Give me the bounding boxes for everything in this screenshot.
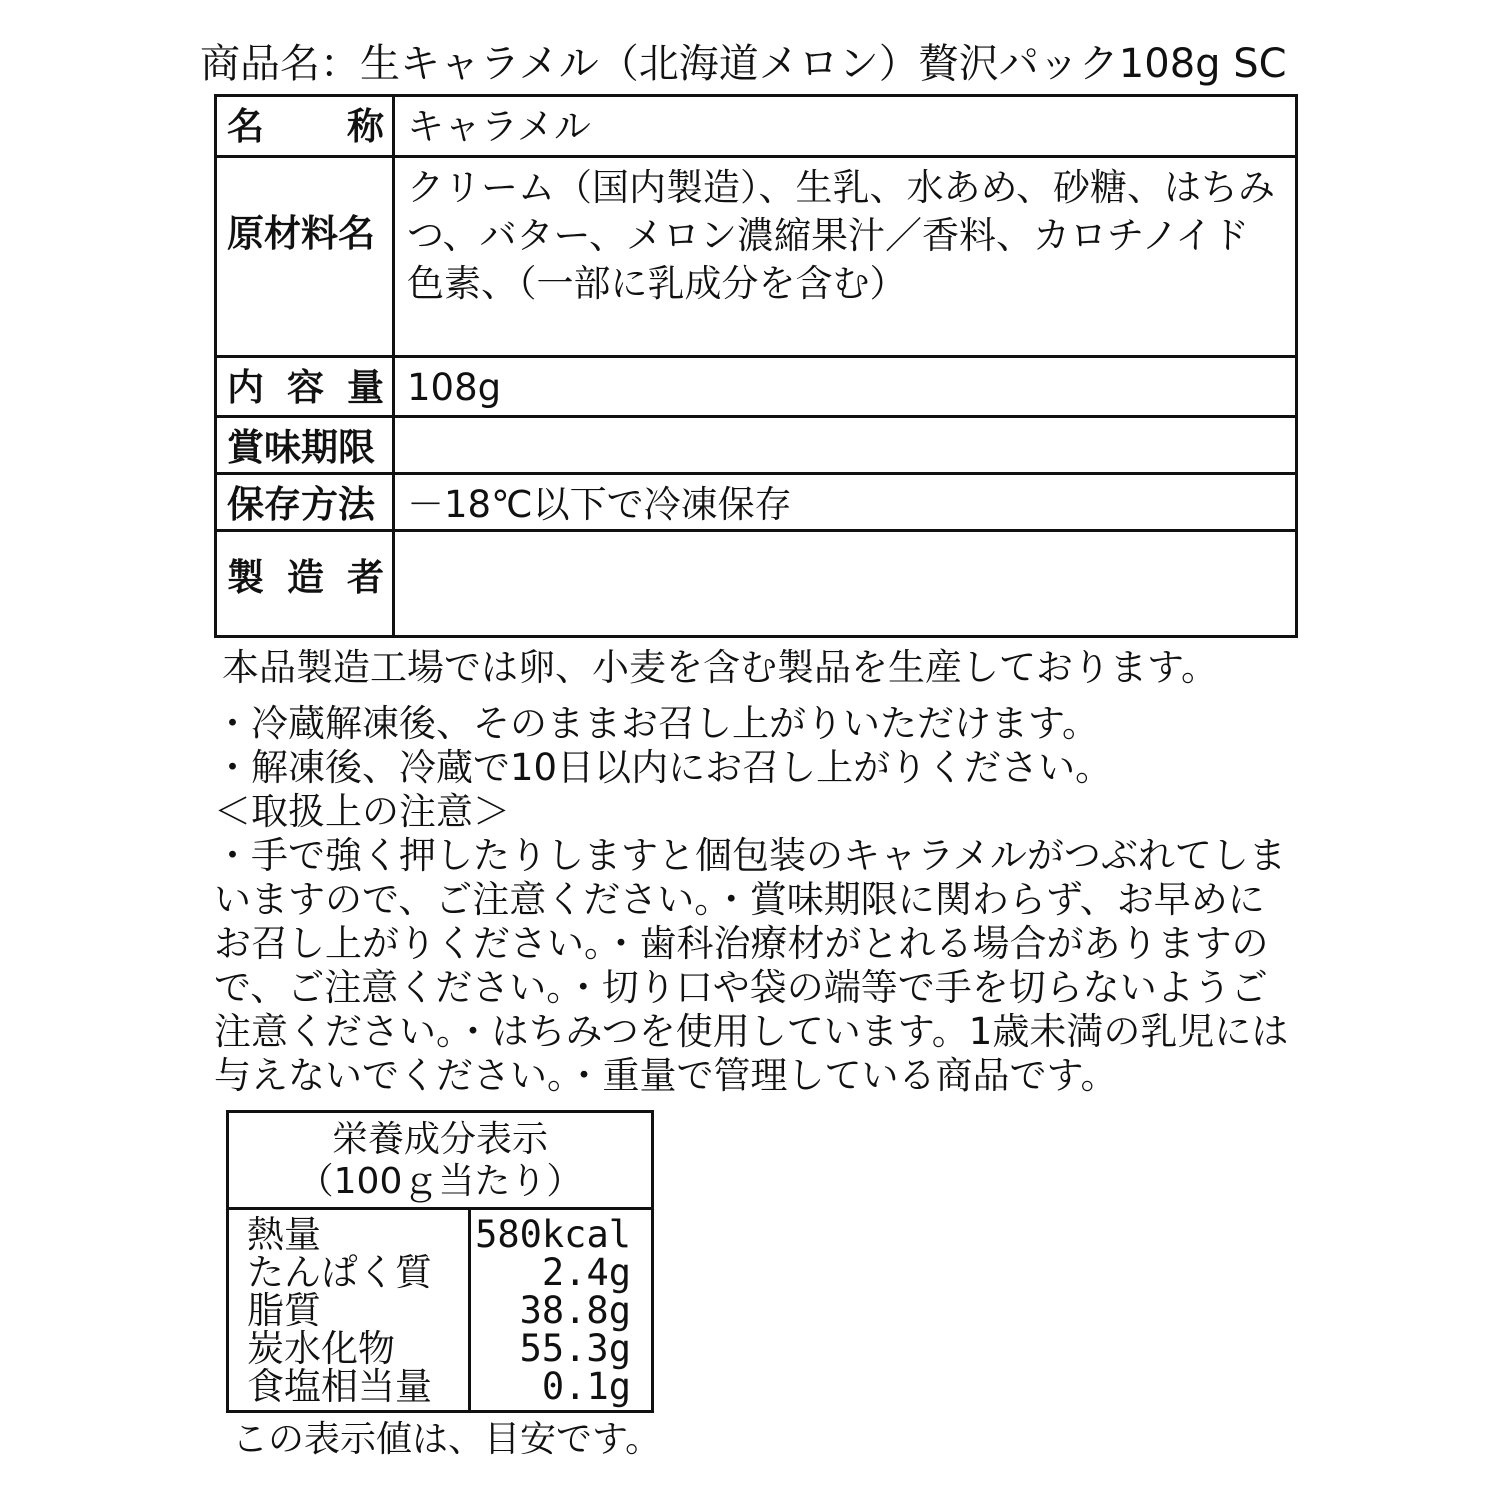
nutrition-body (229, 1210, 651, 1410)
nutrition-label: たんぱく質 (247, 1251, 432, 1294)
nutrition-subtitle: （100ｇ当たり） (297, 1161, 583, 1202)
nutrition-table (226, 1110, 654, 1413)
maker-key (216, 531, 394, 637)
key-char: 内 (227, 366, 264, 409)
name-value: キャラメル (394, 96, 1297, 157)
ingredients-key: 原材料名 (216, 157, 394, 357)
nutrition-label: 熱量 (247, 1213, 321, 1256)
table-row (216, 96, 1297, 157)
ingredients-value (394, 157, 1297, 357)
contents-key (216, 357, 394, 417)
nutrition-value: 580kcal (475, 1213, 631, 1256)
key-char: 造 (287, 556, 324, 599)
maker-value (394, 531, 1297, 637)
key-char: 者 (347, 556, 384, 599)
nutrition-label: 食塩相当量 (247, 1365, 432, 1408)
nutrition-values (471, 1210, 651, 1410)
key-char: 名 (227, 105, 264, 148)
note-line: ・解凍後、冷蔵で10日以内にお召し上がりください。 (214, 746, 1113, 789)
caution-body: ・手で強く押したりしますと個包装のキャラメルがつぶれてしまいますので、ご注意ください。・賞味期限に関わらず、お早めにお召し上がりください。・歯科治療材がとれる場合がありますので、ご注意ください。・切り口や袋の端等で手を切らないようご注意ください。・はちみつを使用しています。1歳未満の乳児には与えないでください。・重量で管理している商品です。 (214, 834, 1289, 1097)
best-before-value (394, 417, 1297, 474)
table-row (216, 531, 1297, 637)
best-before-key: 賞味期限 (216, 417, 394, 474)
product-info-table (214, 94, 1298, 638)
allergen-notice: 本品製造工場では卵、小麦を含む製品を生産しております。 (222, 646, 1219, 689)
nutrition-value: 0.1g (541, 1365, 631, 1408)
key-char: 容 (287, 366, 324, 409)
nutrition-value: 38.8g (519, 1289, 631, 1332)
nutrition-labels (229, 1210, 471, 1410)
usage-notes (214, 702, 1294, 1098)
table-row (216, 474, 1297, 531)
key-char: 製 (227, 556, 264, 599)
nutrition-value: 55.3g (519, 1327, 631, 1370)
product-title: 商品名：生キャラメル（北海道メロン）贅沢パック108g SC (200, 41, 1287, 87)
storage-key: 保存方法 (216, 474, 394, 531)
nutrition-label: 炭水化物 (247, 1327, 395, 1370)
key-char: 量 (347, 366, 384, 409)
key-char: 称 (347, 105, 384, 148)
name-key (216, 96, 394, 157)
contents-value: 108g (394, 357, 1297, 417)
ingredients-text: クリーム（国内製造）、生乳、水あめ、砂糖、はちみつ、バター、メロン濃縮果汁／香料、カロチノイド色素、（一部に乳成分を含む） (407, 166, 1276, 305)
nutrition-footnote: この表示値は、目安です。 (232, 1419, 662, 1460)
caution-heading: ＜取扱上の注意＞ (214, 790, 510, 833)
table-row (216, 417, 1297, 474)
nutrition-value: 2.4g (541, 1251, 631, 1294)
table-row (216, 157, 1297, 357)
storage-value: －18℃以下で冷凍保存 (394, 474, 1297, 531)
nutrition-header (229, 1113, 651, 1210)
nutrition-title: 栄養成分表示 (331, 1119, 548, 1160)
note-line: ・冷蔵解凍後、そのままお召し上がりいただけます。 (214, 702, 1100, 745)
nutrition-label: 脂質 (247, 1289, 321, 1332)
table-row (216, 357, 1297, 417)
